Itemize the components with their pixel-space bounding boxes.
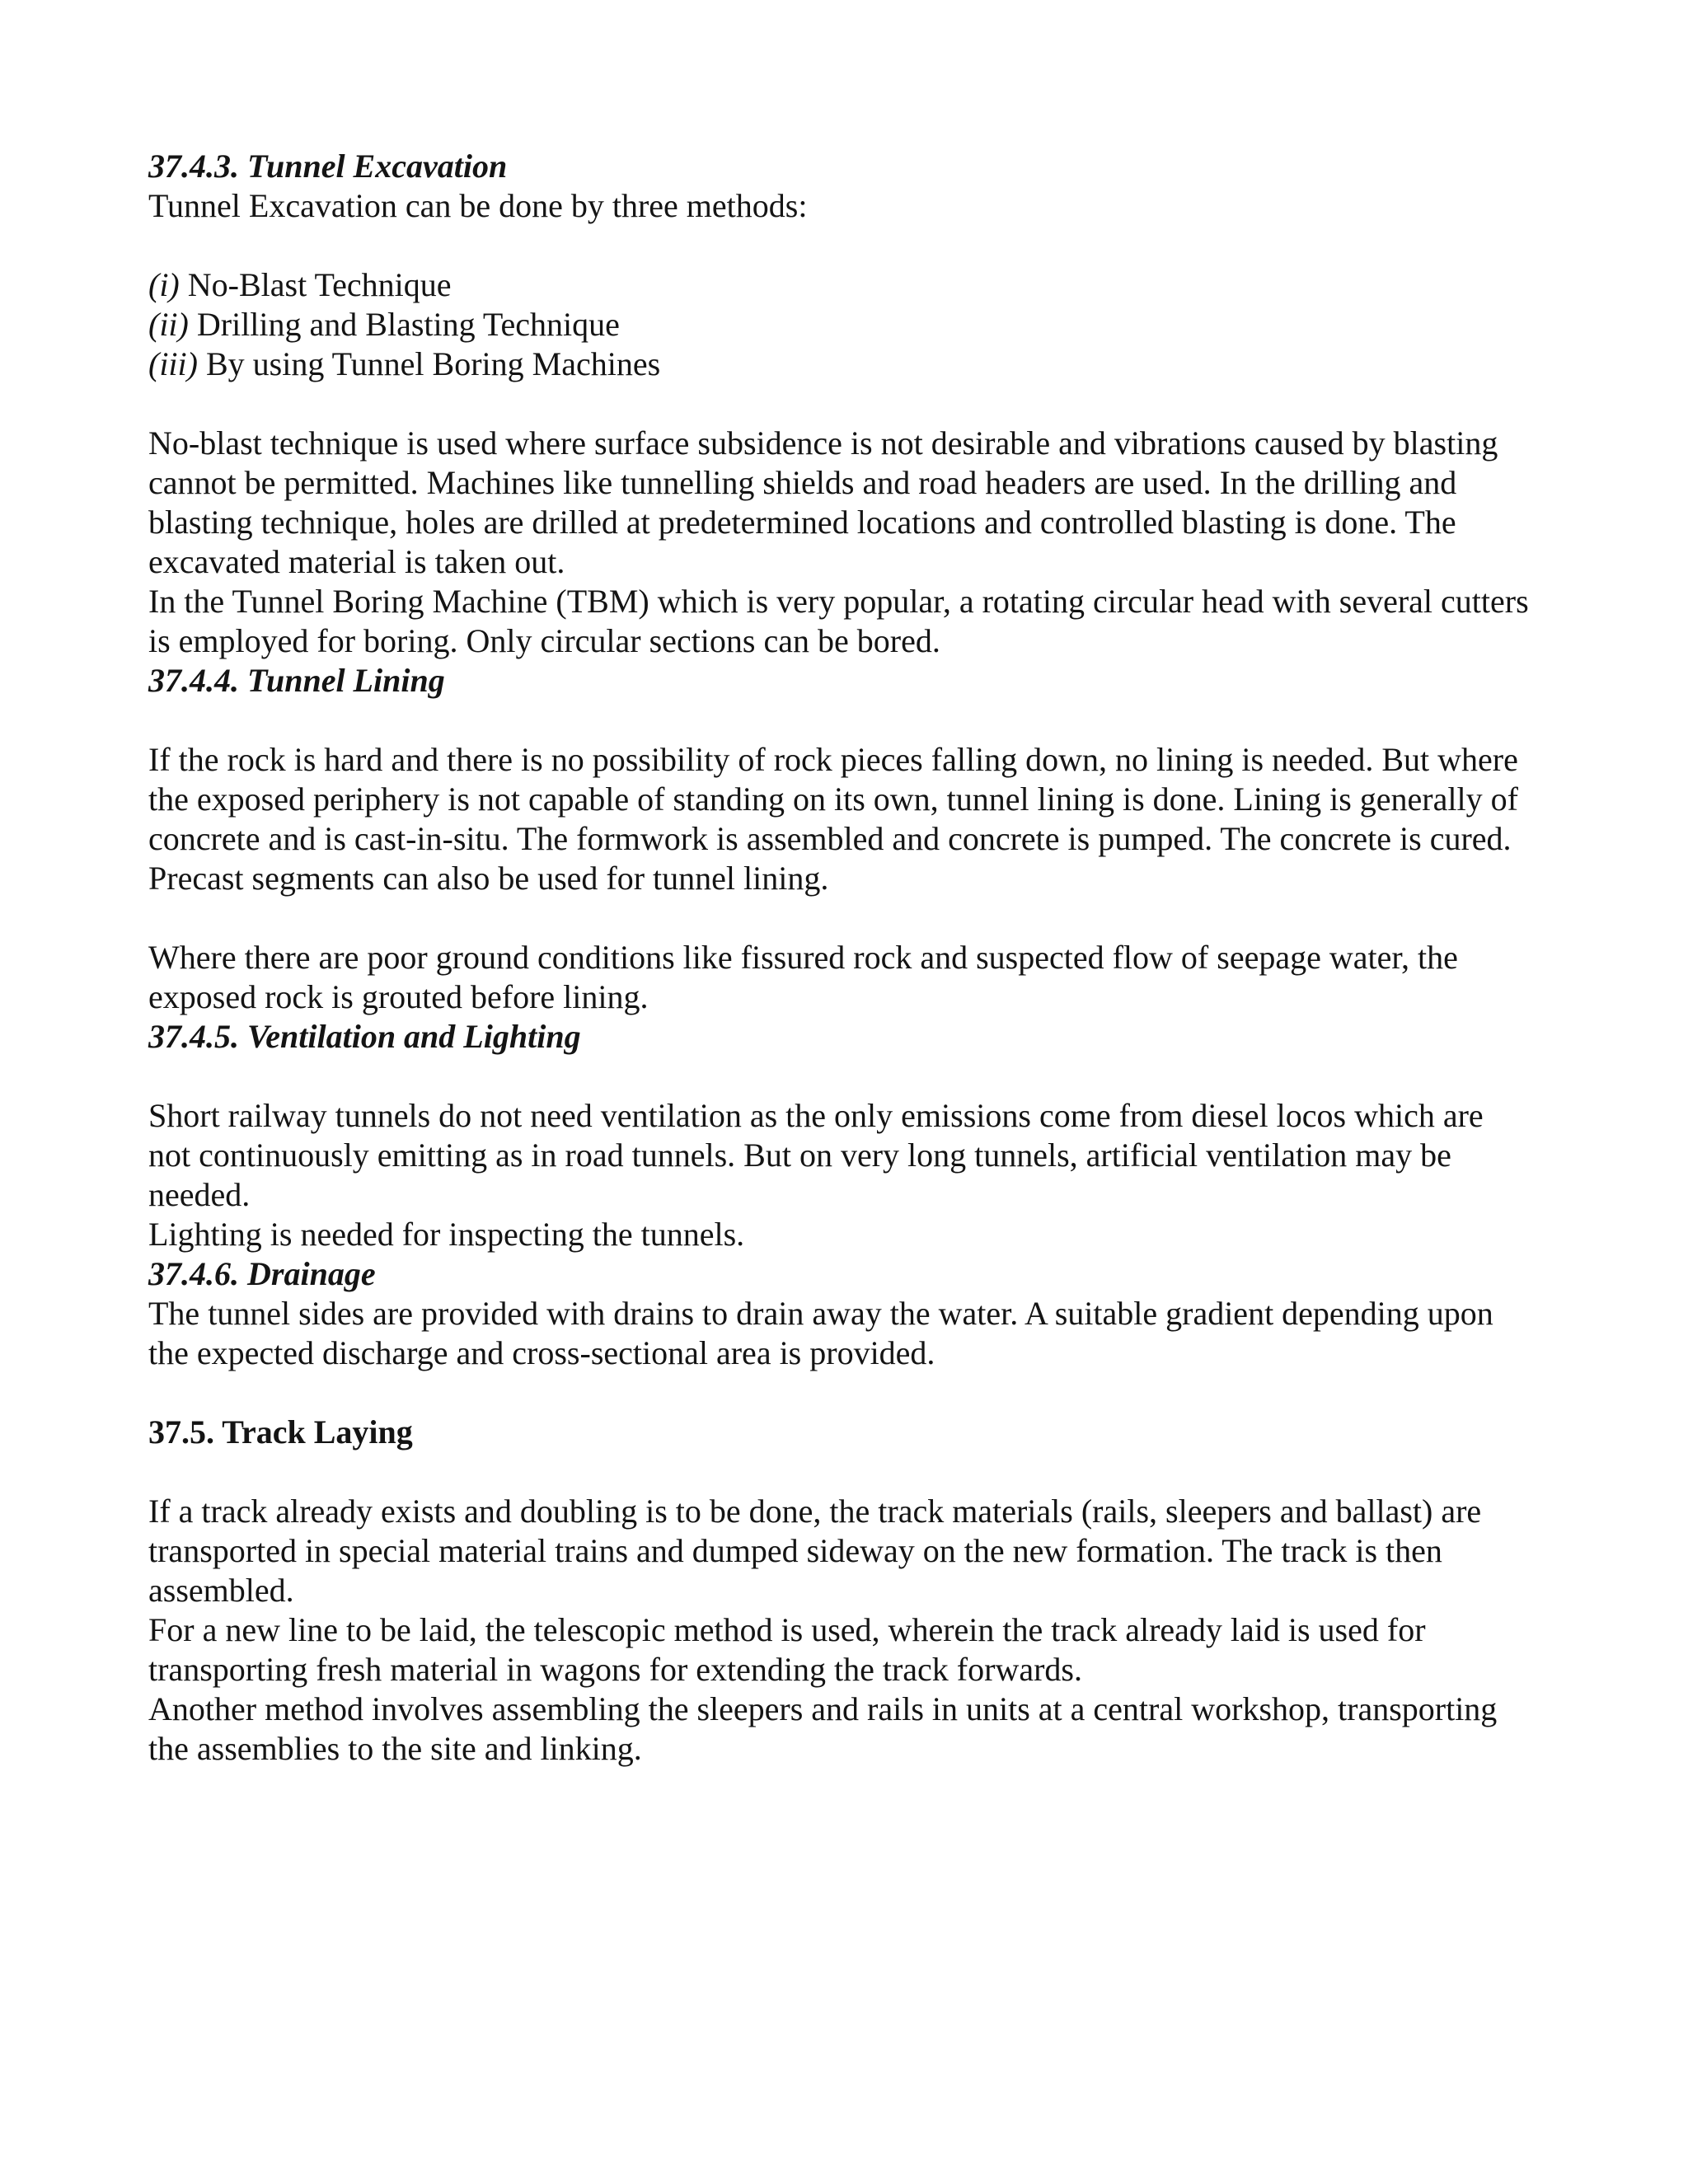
text-line: the exposed periphery is not capable of standing on its own, tunnel lining is done. Lining is generally of — [148, 780, 1518, 818]
section-heading-drainage: 37.4.6. Drainage — [148, 1255, 376, 1292]
paragraph-ventilation — [148, 1096, 1550, 1215]
spacer — [148, 384, 1550, 424]
spacer — [148, 898, 1550, 938]
text-line: No-blast technique is used where surface subsidence is not desirable and vibrations caused by blasting — [148, 424, 1498, 462]
method-number: (ii) — [148, 306, 189, 343]
paragraph-tbm — [148, 582, 1550, 661]
spacer — [148, 701, 1550, 740]
text-line: Another method involves assembling the sleepers and rails in units at a central workshop, transporting — [148, 1690, 1498, 1727]
text-line: transported in special material trains and dumped sideway on the new formation. The track is then — [148, 1532, 1442, 1569]
method-item — [148, 305, 1550, 344]
paragraph-drainage — [148, 1294, 1550, 1373]
section-heading-ventilation-lighting: 37.4.5. Ventilation and Lighting — [148, 1018, 581, 1055]
paragraph-telescopic — [148, 1610, 1550, 1690]
method-number: (i) — [148, 266, 180, 303]
spacer — [148, 226, 1550, 265]
text-line: not continuously emitting as in road tunnels. But on very long tunnels, artificial ventilation may be — [148, 1137, 1451, 1174]
paragraph-doubling — [148, 1492, 1550, 1610]
spacer — [148, 1452, 1550, 1492]
paragraph-lining — [148, 740, 1550, 898]
method-text: Drilling and Blasting Technique — [188, 306, 620, 343]
section-heading-tunnel-excavation: 37.4.3. Tunnel Excavation — [148, 148, 508, 185]
text-line: If a track already exists and doubling is to be done, the track materials (rails, sleepers and ballast) are — [148, 1493, 1482, 1530]
text-line: Where there are poor ground conditions like fissured rock and suspected flow of seepage water, the — [148, 939, 1458, 976]
document-page — [148, 147, 1550, 1769]
text-line: excavated material is taken out. — [148, 543, 565, 580]
section-heading-tunnel-lining: 37.4.4. Tunnel Lining — [148, 662, 445, 699]
paragraph-lighting — [148, 1215, 1550, 1254]
paragraph-grouting — [148, 938, 1550, 1017]
method-text: By using Tunnel Boring Machines — [197, 345, 661, 382]
text-line: assembled. — [148, 1572, 294, 1609]
paragraph-no-blast — [148, 424, 1550, 582]
text-line: blasting technique, holes are drilled at predetermined locations and controlled blasting is done. The — [148, 504, 1456, 541]
text-line: exposed rock is grouted before lining. — [148, 978, 649, 1015]
text-line: is employed for boring. Only circular sections can be bored. — [148, 622, 940, 659]
text-line: The tunnel sides are provided with drains to drain away the water. A suitable gradient depending upon — [148, 1295, 1493, 1332]
text-line: the expected discharge and cross-sectional area is provided. — [148, 1334, 935, 1371]
text-line: cannot be permitted. Machines like tunnelling shields and road headers are used. In the drilling and — [148, 464, 1457, 501]
method-item — [148, 344, 1550, 384]
text-line: needed. — [148, 1176, 251, 1213]
method-text: No-Blast Technique — [179, 266, 452, 303]
text-line: If the rock is hard and there is no possibility of rock pieces falling down, no lining is needed. But where — [148, 741, 1518, 778]
text-line: concrete and is cast-in-situ. The formwork is assembled and concrete is pumped. The concrete is cured. — [148, 820, 1512, 857]
text-line: In the Tunnel Boring Machine (TBM) which is very popular, a rotating circular head with several cutters — [148, 583, 1529, 620]
text-line: transporting fresh material in wagons for extending the track forwards. — [148, 1651, 1082, 1688]
text-line: the assemblies to the site and linking. — [148, 1730, 642, 1767]
text-line: For a new line to be laid, the telescopic method is used, wherein the track already laid is used for — [148, 1611, 1426, 1648]
paragraph-workshop — [148, 1690, 1550, 1769]
excavation-intro: Tunnel Excavation can be done by three methods: — [148, 187, 808, 224]
method-item — [148, 265, 1550, 305]
spacer — [148, 1373, 1550, 1413]
method-number: (iii) — [148, 345, 198, 382]
text-line: Precast segments can also be used for tunnel lining. — [148, 860, 829, 897]
text-line: Lighting is needed for inspecting the tunnels. — [148, 1216, 745, 1253]
section-heading-track-laying: 37.5. Track Laying — [148, 1413, 413, 1451]
spacer — [148, 1057, 1550, 1096]
text-line: Short railway tunnels do not need ventilation as the only emissions come from diesel locos which are — [148, 1097, 1484, 1134]
